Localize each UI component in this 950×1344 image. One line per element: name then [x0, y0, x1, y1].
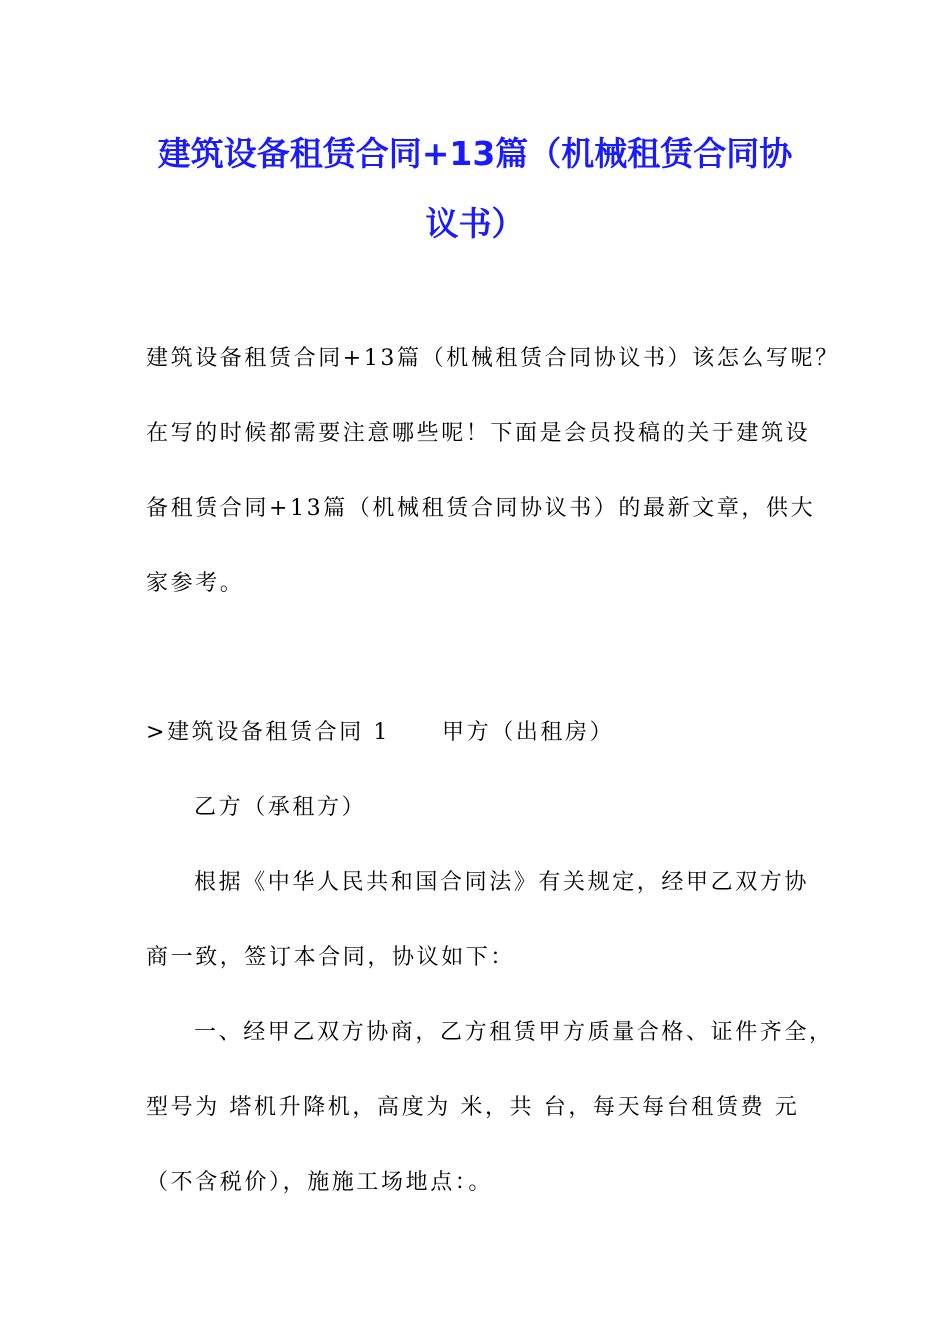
party-a-label: 甲方（出租房）	[442, 720, 615, 745]
document-title-line-2: 议书）	[425, 204, 525, 243]
paragraph-2-line-1: 一、经甲乙双方协商，乙方租赁甲方质量合格、证件齐全，	[194, 1020, 834, 1045]
section-heading: >建筑设备租赁合同 1	[146, 720, 391, 745]
intro-line-1: 建筑设备租赁合同+13篇（机械租赁合同协议书）该怎么写呢？	[146, 346, 840, 371]
paragraph-2-line-3: （不含税价），施施工场地点：。	[146, 1170, 494, 1195]
paragraph-1-line-2: 商一致，签订本合同，协议如下：	[146, 945, 516, 970]
intro-line-2: 在写的时候都需要注意哪些呢！下面是会员投稿的关于建筑设	[146, 421, 811, 446]
document-title-line-1: 建筑设备租赁合同+13篇（机械租赁合同协	[157, 134, 793, 173]
paragraph-1-line-1: 根据《中华人民共和国合同法》有关规定，经甲乙双方协	[194, 870, 810, 895]
intro-line-3: 备租赁合同+13篇（机械租赁合同协议书）的最新文章，供大	[146, 496, 816, 521]
intro-line-4: 家参考。	[146, 571, 245, 596]
paragraph-2-line-2: 型号为 塔机升降机，高度为 米，共 台，每天每台租赁费 元	[146, 1095, 800, 1120]
section-heading-row	[146, 718, 614, 748]
party-b-label: 乙方（承租方）	[194, 795, 367, 820]
